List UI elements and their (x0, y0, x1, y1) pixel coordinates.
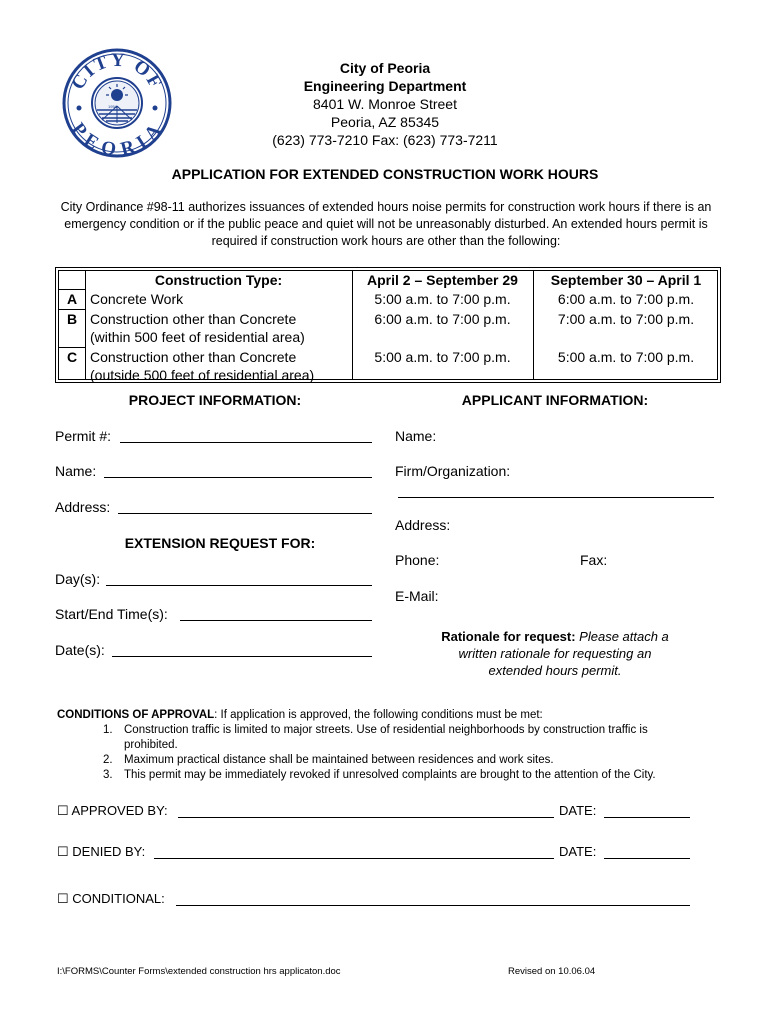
permit-input-line[interactable] (120, 442, 372, 443)
rationale-label: Rationale for request: (441, 629, 576, 644)
denied-date-label: DATE: (559, 844, 597, 859)
approved-by-line[interactable] (178, 817, 554, 818)
condition-1-text-cont: prohibited. (124, 739, 178, 751)
dates-label: Date(s): (55, 642, 105, 658)
standard-hours-table (55, 267, 721, 383)
denied-by-checkbox[interactable]: ☐ DENIED BY: (57, 844, 146, 859)
project-address-input-line[interactable] (118, 513, 372, 514)
approved-date-label: DATE: (559, 803, 597, 818)
row-b-winter-hours: 7:00 a.m. to 7:00 p.m. (557, 311, 695, 327)
dates-input-line[interactable] (112, 656, 372, 657)
conditions-of-approval (57, 708, 727, 723)
phone-fax: (623) 773-7210 Fax: (623) 773-7211 (272, 132, 498, 148)
times-label: Start/End Time(s): (55, 606, 168, 622)
times-input-line[interactable] (180, 620, 372, 621)
rationale-text-3: extended hours permit. (488, 663, 622, 678)
condition-2-text: Maximum practical distance shall be maintained between residences and work sites. (124, 754, 554, 766)
extension-request-heading: EXTENSION REQUEST FOR: (124, 535, 316, 551)
row-b-summer-hours: 6:00 a.m. to 7:00 p.m. (374, 311, 511, 327)
firm-label[interactable]: Firm/Organization: (395, 463, 511, 479)
header-summer-period: April 2 – September 29 (367, 272, 518, 288)
street-address: 8401 W. Monroe Street (313, 96, 457, 112)
file-path: I:\FORMS\Counter Forms\extended construction hrs applicaton.doc (57, 966, 341, 977)
row-a-summer-hours: 5:00 a.m. to 7:00 p.m. (374, 291, 511, 307)
city-seal-logo (62, 48, 172, 158)
form-title: APPLICATION FOR EXTENDED CONSTRUCTION WORK HOURS (171, 166, 599, 182)
row-a-winter-hours: 6:00 a.m. to 7:00 p.m. (557, 291, 695, 307)
conditional-line[interactable] (176, 905, 690, 906)
condition-1-text: Construction traffic is limited to major streets. Use of residential neighborhoods by construction traffic is (124, 724, 648, 736)
rationale-text-1: Please attach a (575, 629, 669, 644)
ordinance-intro: City Ordinance #98-11 authorizes issuances of extended hours noise permits for construction work hours if there is an emergency condition or if the public peace and quiet will not be unreasonably disturbed. An extended hours permit is required if construction work hours are other than the following: (60, 200, 712, 248)
project-name-label: Name: (55, 463, 97, 479)
approved-by-checkbox[interactable]: ☐ APPROVED BY: (57, 803, 168, 818)
city-state-zip: Peoria, AZ 85345 (330, 114, 440, 130)
header-winter-period: September 30 – April 1 (550, 272, 702, 288)
project-info-heading: PROJECT INFORMATION: (128, 392, 302, 408)
fax-label[interactable]: Fax: (580, 552, 608, 568)
row-c-winter-hours: 5:00 a.m. to 7:00 p.m. (557, 349, 695, 365)
email-label[interactable]: E-Mail: (395, 588, 439, 604)
row-b-type-note: (within 500 feet of residential area) (90, 329, 305, 345)
condition-3-number: 3. (103, 769, 113, 781)
denied-date-line[interactable] (604, 858, 690, 859)
row-a-type: Concrete Work (90, 291, 184, 307)
rationale-text-2: written rationale for requesting an (458, 646, 652, 661)
row-c-type-note: (outside 500 feet of residential area) (90, 367, 315, 383)
row-c-letter: C (66, 349, 78, 365)
row-b-type: Construction other than Concrete (90, 311, 297, 327)
rationale-note (420, 628, 690, 679)
applicant-info-heading: APPLICANT INFORMATION: (461, 392, 649, 408)
row-a-letter: A (66, 291, 78, 307)
row-b-letter: B (66, 311, 78, 327)
applicant-address-label[interactable]: Address: (395, 517, 451, 533)
denied-by-line[interactable] (154, 858, 554, 859)
applicant-name-label[interactable]: Name: (395, 428, 437, 444)
row-c-summer-hours: 5:00 a.m. to 7:00 p.m. (374, 349, 511, 365)
days-input-line[interactable] (106, 585, 372, 586)
conditions-intro: : If application is approved, the following conditions must be met: (214, 709, 543, 721)
conditions-label: CONDITIONS OF APPROVAL (57, 709, 215, 721)
condition-3-text: This permit may be immediately revoked if unresolved complaints are brought to the attention of the City. (124, 769, 656, 781)
phone-label[interactable]: Phone: (395, 552, 440, 568)
city-name: City of Peoria (339, 60, 431, 76)
conditional-checkbox[interactable]: ☐ CONDITIONAL: (57, 891, 165, 906)
condition-2-number: 2. (103, 754, 113, 766)
days-label: Day(s): (55, 571, 101, 587)
seal-bottom-text: PEORIA (67, 118, 167, 158)
condition-1-number: 1. (103, 724, 113, 736)
seal-year: 1954 (108, 104, 117, 109)
project-name-input-line[interactable] (104, 477, 372, 478)
firm-input-line[interactable] (398, 497, 714, 498)
approved-date-line[interactable] (604, 817, 690, 818)
department-name: Engineering Department (303, 78, 467, 94)
row-c-type: Construction other than Concrete (90, 349, 297, 365)
project-address-label: Address: (55, 499, 111, 515)
permit-label: Permit #: (55, 428, 112, 444)
revision-date: Revised on 10.06.04 (508, 966, 596, 977)
header-construction-type: Construction Type: (154, 272, 283, 288)
seal-top-text: CITY OF (67, 49, 167, 94)
